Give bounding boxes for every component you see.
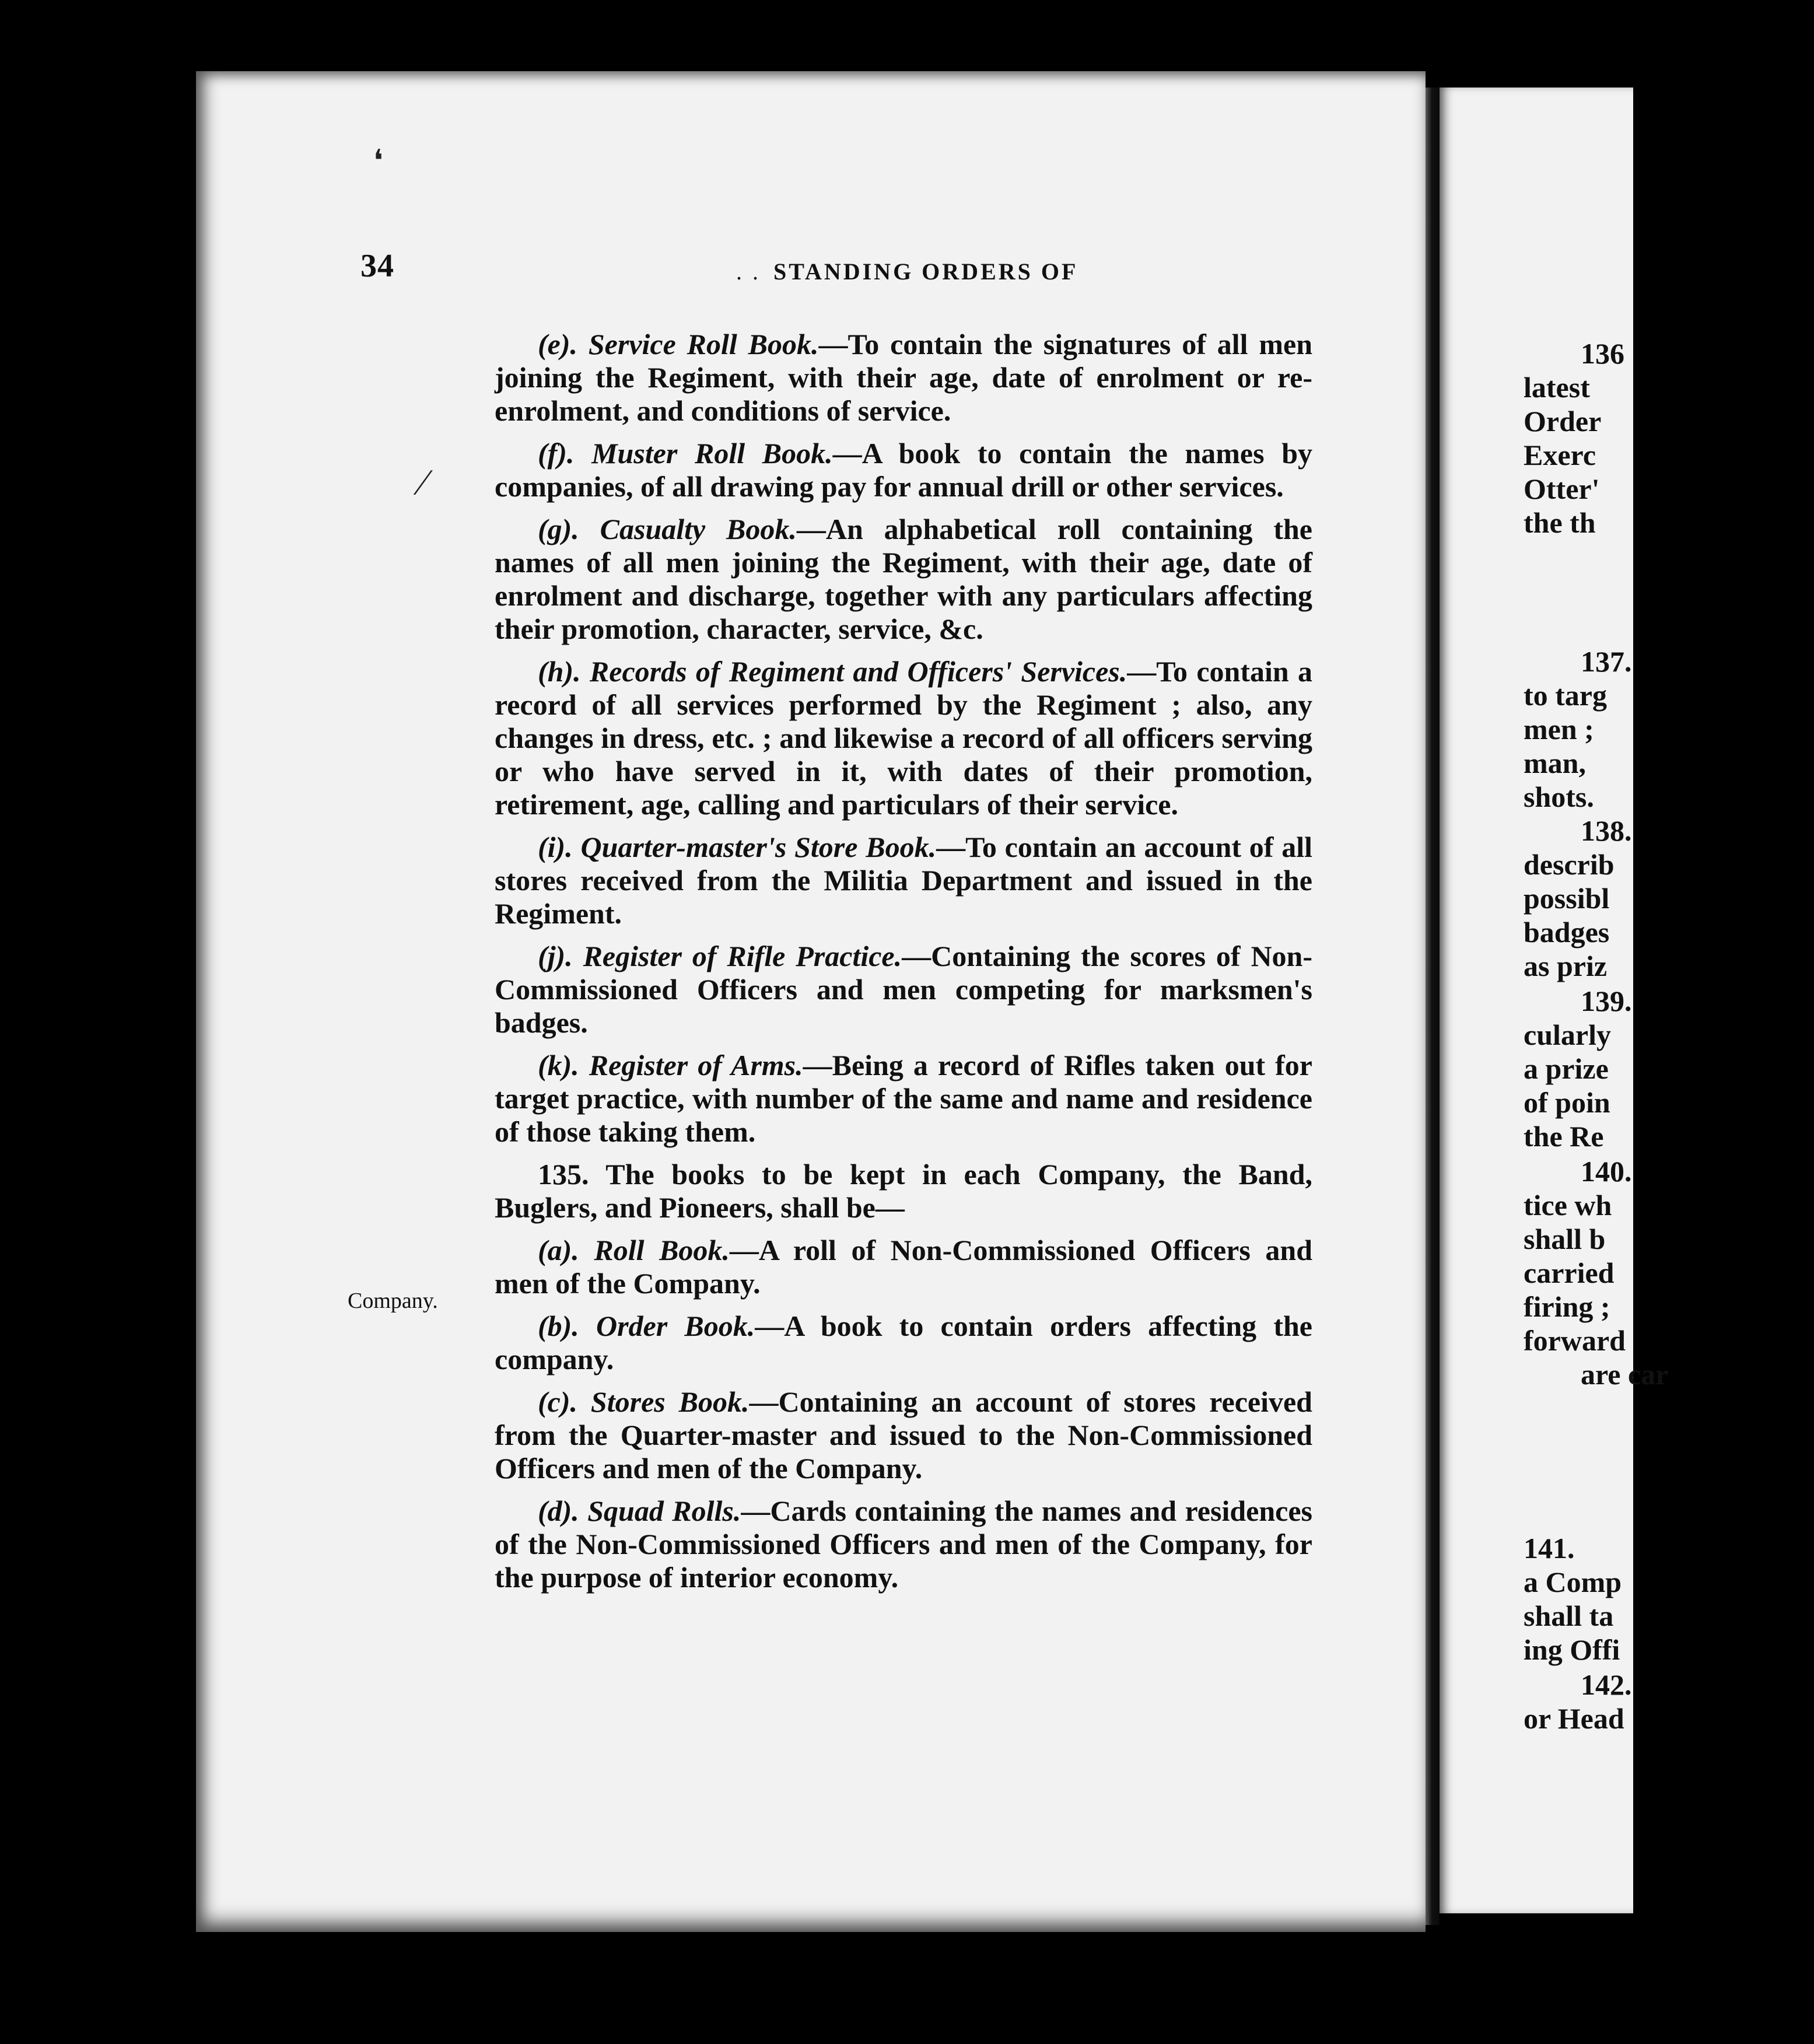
right-page-line: forward <box>1524 1324 1626 1357</box>
right-page-line: 138. <box>1581 814 1632 847</box>
right-page-line: ing Offi <box>1524 1633 1620 1666</box>
stray-mark: ❛ <box>373 145 383 178</box>
right-page-line: shall b <box>1524 1223 1606 1255</box>
right-page-line: or Head <box>1524 1702 1624 1735</box>
paragraph-label: (d). <box>538 1494 579 1527</box>
paragraph-g <box>495 513 1312 646</box>
right-page-line: firing ; <box>1524 1290 1610 1323</box>
paragraph-text: —A roll of Non-Commissioned Officers and men of the Company. <box>495 1234 1313 1300</box>
paragraph-title: Service Roll Book. <box>588 328 819 360</box>
right-page-line: a Comp <box>1524 1566 1622 1598</box>
margin-note: Company. <box>348 1289 438 1313</box>
paragraph-text: —Being a record of Rifles taken out for target practice, with number of the same and name and residence of those taking them. <box>495 1049 1312 1148</box>
paragraph-e <box>495 328 1312 428</box>
paragraph-label: 135. <box>538 1158 589 1191</box>
right-page-line: 141. <box>1524 1532 1575 1564</box>
right-page-line: a prize <box>1524 1052 1609 1085</box>
paragraph-b <box>495 1310 1312 1376</box>
right-page-line: Otter' <box>1524 473 1600 505</box>
paragraph-label: (a). <box>538 1234 579 1266</box>
paragraph-label: (c). <box>538 1385 577 1418</box>
running-head-prefix: . . <box>736 258 761 285</box>
paragraph-h <box>495 655 1312 821</box>
right-page-line: tice wh <box>1524 1189 1612 1222</box>
book-gutter <box>1426 88 1440 1925</box>
paragraph-i <box>495 831 1312 930</box>
right-page-line: man, <box>1524 747 1586 779</box>
paragraph-text: —To contain a record of all services performed by the Regiment ; also, any changes in dress, etc. ; and likewise a record of all officers serving or who have served in it, with dates of their promotion, retirement, age, calling and particulars of their service. <box>495 655 1312 821</box>
paragraph-title: Squad Rolls. <box>587 1494 741 1527</box>
paragraph-label: (f). <box>538 437 575 470</box>
right-page-line: men ; <box>1524 713 1594 746</box>
right-page <box>1440 88 1669 1913</box>
paragraph-text: —Containing an account of stores received from the Quarter-master and issued to the Non-Commissioned Officers and men of the Company. <box>495 1385 1312 1485</box>
right-page-line: describ <box>1524 848 1615 881</box>
right-page-line: 139. <box>1581 985 1632 1017</box>
right-page-line: 140. <box>1581 1155 1632 1188</box>
running-head <box>736 258 1086 285</box>
paragraph-j <box>495 940 1312 1040</box>
right-page-line: of poin <box>1524 1086 1610 1119</box>
page-number: 34 <box>360 248 394 284</box>
right-page-line: 136 <box>1581 337 1624 370</box>
paragraph-f <box>495 437 1312 503</box>
right-page-line: latest <box>1524 371 1590 404</box>
paragraph-a <box>495 1234 1312 1300</box>
paragraph-label: (j). <box>538 940 573 972</box>
paragraph-text: The books to be kept in each Company, the Band, Buglers, and Pioneers, shall be— <box>495 1158 1312 1224</box>
right-page-line: carried <box>1524 1256 1615 1289</box>
right-page-line: 137. <box>1581 645 1632 678</box>
paragraph-text: —A book to contain orders affecting the company. <box>495 1310 1312 1376</box>
right-page-line: the th <box>1524 506 1596 539</box>
paragraph-text: —Cards containing the names and residences of the Non-Commissioned Officers and men of the Company, for the purpose of interior economy. <box>495 1494 1312 1594</box>
paragraph-text: —Containing the scores of Non-Commissioned Officers and men competing for marksmen's badges. <box>495 940 1313 1039</box>
paragraph-title: Casualty Book. <box>600 513 797 545</box>
paragraph-135 <box>495 1158 1312 1224</box>
paragraph-label: (k). <box>538 1049 579 1082</box>
pencil-mark: ⁄ <box>420 461 426 503</box>
right-page-line: 142. <box>1581 1668 1632 1701</box>
paragraph-title: Register of Arms. <box>589 1049 803 1082</box>
paragraph-title: Quarter-master's Store Book. <box>580 831 937 863</box>
paragraph-title: Roll Book. <box>594 1234 730 1266</box>
paragraph-text: —An alphabetical roll containing the names of all men joining the Regiment, with their age, date of enrolment and discharge, together with any particulars affecting their promotion, character, service, &c. <box>495 513 1312 645</box>
right-page-line: possibl <box>1524 882 1610 915</box>
paragraph-label: (e). <box>538 328 577 360</box>
paragraph-title: Stores Book. <box>590 1385 750 1418</box>
right-page-line: cularly <box>1524 1019 1611 1051</box>
paragraph-text: —To contain an account of all stores received from the Militia Department and issued in the Regiment. <box>495 831 1312 930</box>
paragraph-title: Order Book. <box>596 1310 755 1342</box>
right-page-line: to targ <box>1524 679 1607 712</box>
right-page-line: shall ta <box>1524 1600 1614 1632</box>
right-page-line: Exerc <box>1524 439 1596 471</box>
right-page-line: shots. <box>1524 780 1594 813</box>
paragraph-c <box>495 1385 1312 1485</box>
right-page-line: are car <box>1581 1358 1669 1391</box>
paragraph-label: (g). <box>538 513 579 545</box>
paragraph-label: (h). <box>538 655 581 688</box>
paragraph-title: Records of Regiment and Officers' Services. <box>589 655 1127 688</box>
paragraph-k <box>495 1049 1312 1149</box>
paragraph-title: Register of Rifle Practice. <box>583 940 902 972</box>
text-column <box>495 328 1312 1604</box>
paragraph-label: (i). <box>538 831 573 863</box>
paragraph-text: —A book to contain the names by companies, of all drawing pay for annual drill or other services. <box>495 437 1312 503</box>
paragraph-label: (b). <box>538 1310 579 1342</box>
right-page-line: as priz <box>1524 950 1608 982</box>
right-page-line: Order <box>1524 405 1602 438</box>
running-head-title: STANDING ORDERS OF <box>773 258 1078 285</box>
paragraph-d <box>495 1494 1312 1594</box>
right-page-line: the Re <box>1524 1120 1604 1153</box>
right-page-line: badges <box>1524 916 1610 949</box>
paragraph-title: Muster Roll Book. <box>591 437 833 470</box>
paragraph-text: —To contain the signatures of all men joining the Regiment, with their age, date of enrolment or re-enrolment, and conditions of service. <box>495 328 1312 427</box>
